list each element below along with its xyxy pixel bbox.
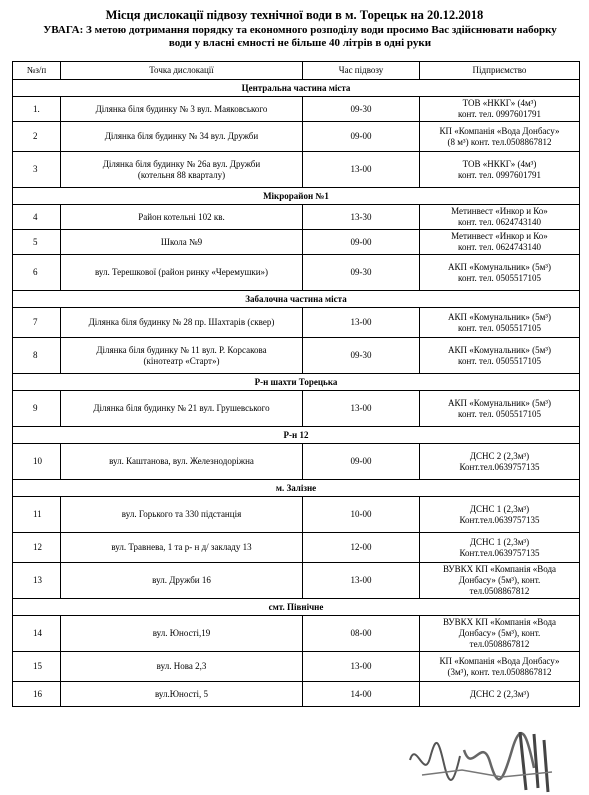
table-row xyxy=(13,255,580,291)
location-cell: Ділянка біля будинку № 3 вул. Маяковського xyxy=(61,97,303,122)
company-cell: ДСНС 2 (2,3м³) xyxy=(420,682,580,707)
table-row xyxy=(13,563,580,599)
location-cell: вул.Юності, 5 xyxy=(61,682,303,707)
row-number: 8 xyxy=(13,338,61,374)
table-row xyxy=(13,338,580,374)
table-row xyxy=(13,230,580,255)
table-row xyxy=(13,152,580,188)
location-cell: Ділянка біля будинку № 21 вул. Грушевського xyxy=(61,391,303,427)
header-location: Точка дислокації xyxy=(61,62,303,80)
section-title: Мікрорайон №1 xyxy=(13,188,580,205)
table-row xyxy=(13,444,580,480)
header-time: Час підвозу xyxy=(303,62,420,80)
time-cell: 12-00 xyxy=(303,533,420,563)
location-cell: вул. Юності,19 xyxy=(61,616,303,652)
location-cell: Школа №9 xyxy=(61,230,303,255)
row-number: 12 xyxy=(13,533,61,563)
time-cell: 13-00 xyxy=(303,308,420,338)
section-row xyxy=(13,599,580,616)
company-cell: КП «Компанія «Вода Донбасу» (3м³), конт. тел.0508867812 xyxy=(420,652,580,682)
section-row xyxy=(13,480,580,497)
header-company: Підприємство xyxy=(420,62,580,80)
row-number: 14 xyxy=(13,616,61,652)
header-number: №з/п xyxy=(13,62,61,80)
company-cell: АКП «Комунальник» (5м³) конт. тел. 0505517105 xyxy=(420,338,580,374)
time-cell: 09-00 xyxy=(303,444,420,480)
section-title: Р-н шахти Торецька xyxy=(13,374,580,391)
table-row xyxy=(13,652,580,682)
section-title: смт. Північне xyxy=(13,599,580,616)
table-row xyxy=(13,97,580,122)
row-number: 13 xyxy=(13,563,61,599)
section-title: м. Залізне xyxy=(13,480,580,497)
section-row xyxy=(13,80,580,97)
time-cell: 13-30 xyxy=(303,205,420,230)
company-cell: ДСНС 1 (2,3м³) Конт.тел.0639757135 xyxy=(420,533,580,563)
section-row xyxy=(13,291,580,308)
table-row xyxy=(13,205,580,230)
signature-stamp-image xyxy=(402,720,562,795)
section-row xyxy=(13,374,580,391)
location-cell: Ділянка біля будинку № 34 вул. Дружби xyxy=(61,122,303,152)
time-cell: 10-00 xyxy=(303,497,420,533)
location-cell: вул. Травнева, 1 та р- н д/ закладу 13 xyxy=(61,533,303,563)
time-cell: 13-00 xyxy=(303,652,420,682)
company-cell: ТОВ «НККГ» (4м³) конт. тел. 0997601791 xyxy=(420,97,580,122)
company-cell: АКП «Комунальник» (5м³) конт. тел. 0505517105 xyxy=(420,255,580,291)
table-row xyxy=(13,682,580,707)
row-number: 5 xyxy=(13,230,61,255)
row-number: 11 xyxy=(13,497,61,533)
location-cell: вул. Нова 2,3 xyxy=(61,652,303,682)
table-row xyxy=(13,122,580,152)
company-cell: КП «Компанія «Вода Донбасу» (8 м³) конт. тел.0508867812 xyxy=(420,122,580,152)
row-number: 10 xyxy=(13,444,61,480)
time-cell: 13-00 xyxy=(303,391,420,427)
schedule-table xyxy=(12,61,580,707)
company-cell: ТОВ «НККГ» (4м³) конт. тел. 0997601791 xyxy=(420,152,580,188)
section-title: Р-н 12 xyxy=(13,427,580,444)
location-cell: вул. Дружби 16 xyxy=(61,563,303,599)
location-cell: Ділянка біля будинку № 11 вул. Р. Корсакова (кінотеатр «Старт») xyxy=(61,338,303,374)
row-number: 4 xyxy=(13,205,61,230)
table-row xyxy=(13,308,580,338)
row-number: 9 xyxy=(13,391,61,427)
row-number: 7 xyxy=(13,308,61,338)
time-cell: 08-00 xyxy=(303,616,420,652)
company-cell: ВУВКХ КП «Компанія «Вода Донбасу» (5м³), конт. тел.0508867812 xyxy=(420,563,580,599)
company-cell: Метинвест «Инкор и Ко» конт. тел. 0624743140 xyxy=(420,230,580,255)
warning-notice: УВАГА: З метою дотримання порядку та економного розподілу води просимо Вас здійснювати наборку води у власні ємності не більше 40 літрів в одні руки xyxy=(43,24,557,49)
location-cell: Район котельні 102 кв. xyxy=(61,205,303,230)
company-cell: Метинвест «Инкор и Ко» конт. тел. 0624743140 xyxy=(420,205,580,230)
company-cell: АКП «Комунальник» (5м³) конт. тел. 0505517105 xyxy=(420,391,580,427)
table-row xyxy=(13,391,580,427)
section-row xyxy=(13,427,580,444)
table-row xyxy=(13,497,580,533)
location-cell: вул. Терешкової (район ринку «Черемушки») xyxy=(61,255,303,291)
company-cell: ВУВКХ КП «Компанія «Вода Донбасу» (5м³), конт. тел.0508867812 xyxy=(420,616,580,652)
company-cell: ДСНС 2 (2,3м³) Конт.тел.0639757135 xyxy=(420,444,580,480)
section-title: Центральна частина міста xyxy=(13,80,580,97)
time-cell: 09-00 xyxy=(303,122,420,152)
company-cell: АКП «Комунальник» (5м³) конт. тел. 0505517105 xyxy=(420,308,580,338)
page-title: Місця дислокації підвозу технічної води в м. Торецьк на 20.12.2018 xyxy=(105,8,484,22)
time-cell: 13-00 xyxy=(303,152,420,188)
section-row xyxy=(13,188,580,205)
row-number: 15 xyxy=(13,652,61,682)
row-number: 16 xyxy=(13,682,61,707)
location-cell: вул. Горького та 330 підстанція xyxy=(61,497,303,533)
table-row xyxy=(13,533,580,563)
company-cell: ДСНС 1 (2,3м³) Конт.тел.0639757135 xyxy=(420,497,580,533)
time-cell: 09-00 xyxy=(303,230,420,255)
time-cell: 14-00 xyxy=(303,682,420,707)
location-cell: вул. Каштанова, вул. Железнодорiжна xyxy=(61,444,303,480)
time-cell: 09-30 xyxy=(303,255,420,291)
location-cell: Ділянка біля будинку № 28 пр. Шахтарів (сквер) xyxy=(61,308,303,338)
time-cell: 09-30 xyxy=(303,97,420,122)
row-number: 1. xyxy=(13,97,61,122)
section-title: Забалочна частина міста xyxy=(13,291,580,308)
row-number: 2 xyxy=(13,122,61,152)
time-cell: 13-00 xyxy=(303,563,420,599)
table-header-row xyxy=(13,62,580,80)
location-cell: Ділянка біля будинку № 26а вул. Дружби (котельня 88 кварталу) xyxy=(61,152,303,188)
row-number: 3 xyxy=(13,152,61,188)
row-number: 6 xyxy=(13,255,61,291)
time-cell: 09-30 xyxy=(303,338,420,374)
table-row xyxy=(13,616,580,652)
